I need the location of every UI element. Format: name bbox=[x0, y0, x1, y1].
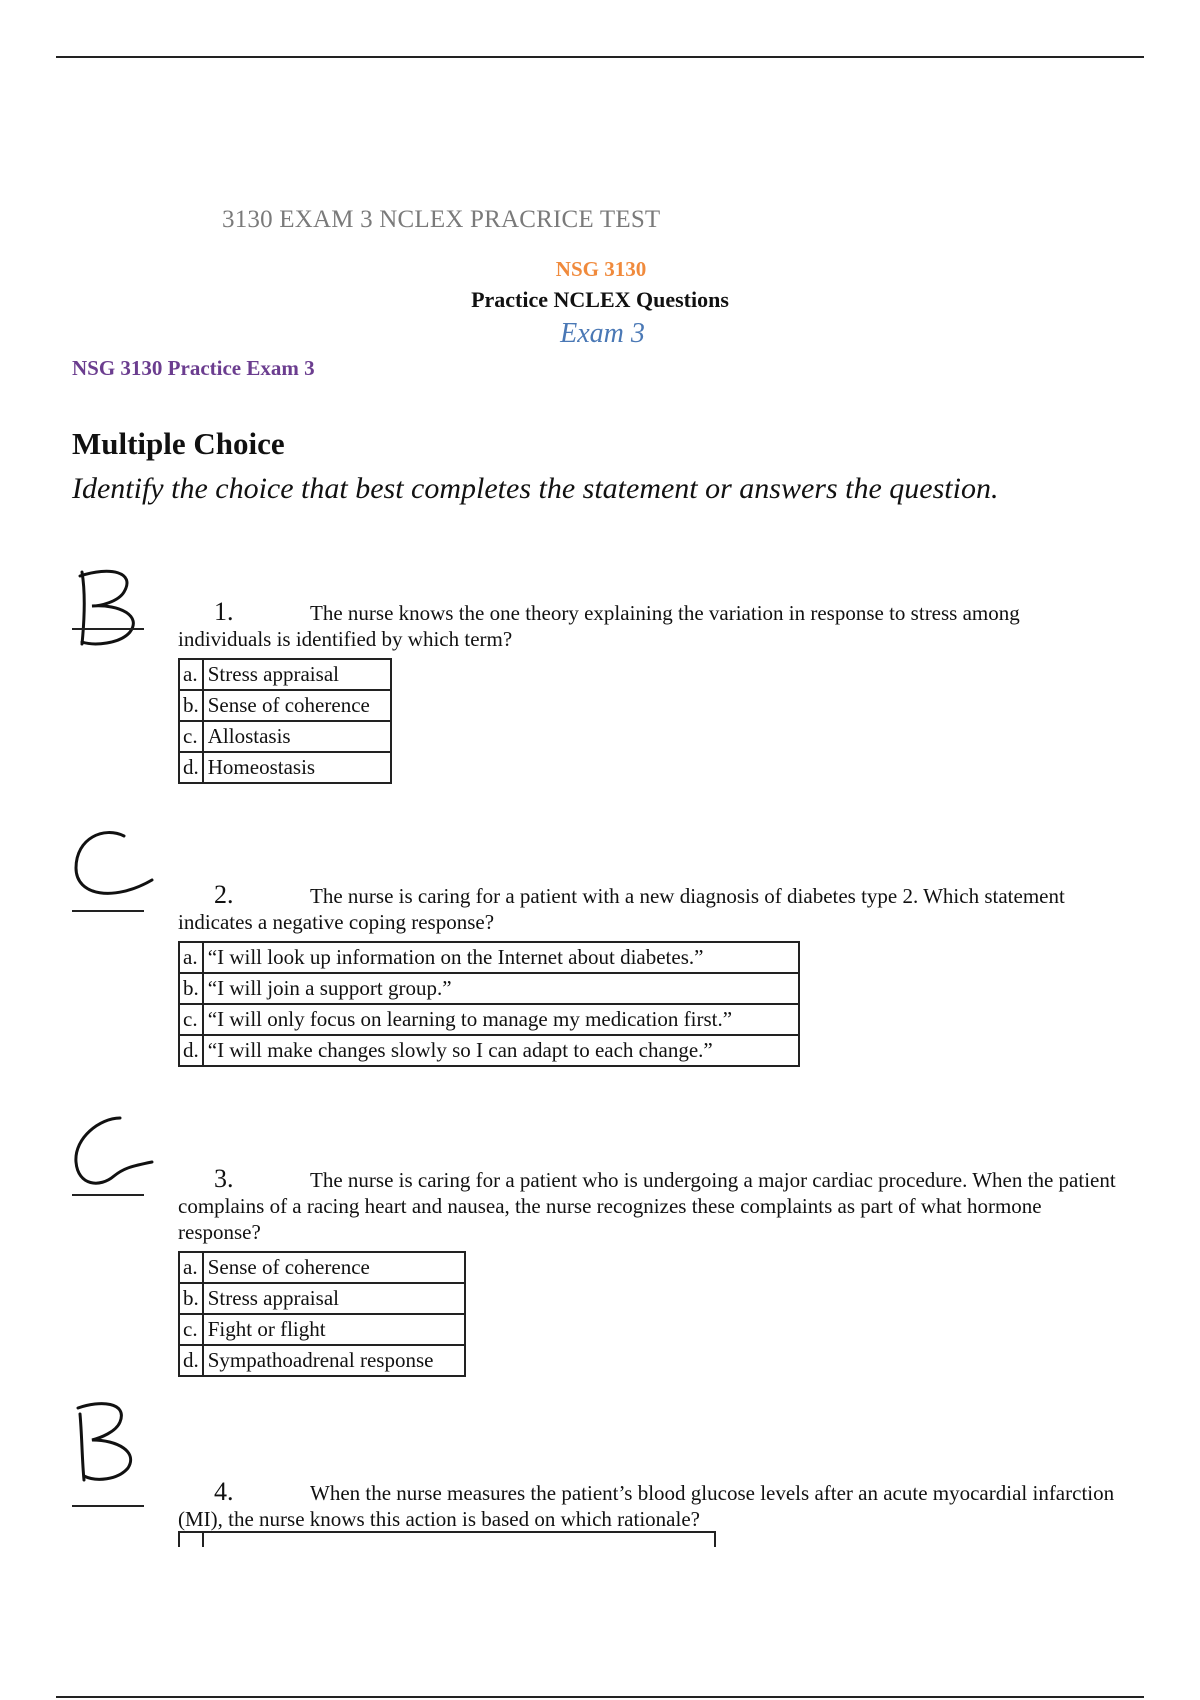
choice-row[interactable]: c. “I will only focus on learning to manage my medication first.” bbox=[179, 1004, 799, 1035]
handwritten-c-icon bbox=[70, 826, 156, 910]
choice-row[interactable]: b. Sense of coherence bbox=[179, 690, 391, 721]
exam-name: Exam 3 bbox=[560, 318, 645, 349]
question-3-number: 3. bbox=[214, 1164, 234, 1193]
question-4-text: 4. When the nurse measures the patient’s blood glucose levels after an acute myocardial infarction (MI), the nurse knows this action is based on which rationale? bbox=[178, 1477, 1115, 1531]
question-2-text: 2. The nurse is caring for a patient with a new diagnosis of diabetes type 2. Which statement indicates a negative coping response? bbox=[178, 880, 1065, 934]
question-4-number: 4. bbox=[214, 1477, 234, 1506]
choice-row[interactable]: a. Stress appraisal bbox=[179, 659, 391, 690]
choice-row[interactable]: b. “I will join a support group.” bbox=[179, 973, 799, 1004]
answer-line bbox=[72, 1194, 144, 1196]
choice-row[interactable]: c. Allostasis bbox=[179, 721, 391, 752]
top-rule bbox=[56, 56, 1144, 58]
course-subtitle: Practice NCLEX Questions bbox=[471, 287, 729, 312]
question-2 bbox=[178, 882, 1118, 1067]
practice-exam-heading: NSG 3130 Practice Exam 3 bbox=[72, 356, 315, 380]
handwritten-answer-c bbox=[70, 826, 156, 910]
document-title: 3130 EXAM 3 NCLEX PRACRICE TEST bbox=[222, 206, 661, 233]
handwritten-b-icon bbox=[70, 566, 156, 650]
question-4-choices-partial bbox=[178, 1531, 716, 1547]
question-2-choices bbox=[178, 941, 800, 1067]
choice-row[interactable]: d. “I will make changes slowly so I can adapt to each change.” bbox=[179, 1035, 799, 1066]
choice-row[interactable]: d. Sympathoadrenal response bbox=[179, 1345, 465, 1376]
question-3 bbox=[178, 1166, 1118, 1377]
choice-row[interactable]: a. “I will look up information on the Internet about diabetes.” bbox=[179, 942, 799, 973]
choice-row[interactable]: d. Homeostasis bbox=[179, 752, 391, 783]
answer-line bbox=[72, 1505, 144, 1507]
handwritten-answer-b bbox=[70, 566, 156, 650]
question-1-text: 1. The nurse knows the one theory explaining the variation in response to stress among individuals is identified by which term? bbox=[178, 597, 1020, 651]
section-title: Multiple Choice bbox=[72, 426, 285, 461]
handwritten-c-icon bbox=[70, 1112, 156, 1196]
handwritten-answer-b bbox=[70, 1400, 156, 1484]
question-1-number: 1. bbox=[214, 597, 234, 626]
bottom-rule bbox=[56, 1696, 1144, 1698]
handwritten-answer-c bbox=[70, 1112, 156, 1196]
question-1-choices bbox=[178, 658, 392, 784]
handwritten-b-icon bbox=[70, 1400, 156, 1484]
question-2-number: 2. bbox=[214, 880, 234, 909]
question-3-text: 3. The nurse is caring for a patient who is undergoing a major cardiac procedure. When the patient complains of a racing heart and nausea, the nurse recognizes these complaints as part of what hormone response? bbox=[178, 1164, 1116, 1244]
question-4 bbox=[178, 1479, 1118, 1532]
instructions: Identify the choice that best completes the statement or answers the question. bbox=[72, 472, 999, 505]
choice-row[interactable]: a. Sense of coherence bbox=[179, 1252, 465, 1283]
answer-line bbox=[72, 628, 144, 630]
choice-row[interactable]: c. Fight or flight bbox=[179, 1314, 465, 1345]
choice-row[interactable]: b. Stress appraisal bbox=[179, 1283, 465, 1314]
question-1 bbox=[178, 599, 1118, 784]
answer-line bbox=[72, 910, 144, 912]
course-code: NSG 3130 bbox=[555, 257, 647, 281]
question-3-choices bbox=[178, 1251, 466, 1377]
